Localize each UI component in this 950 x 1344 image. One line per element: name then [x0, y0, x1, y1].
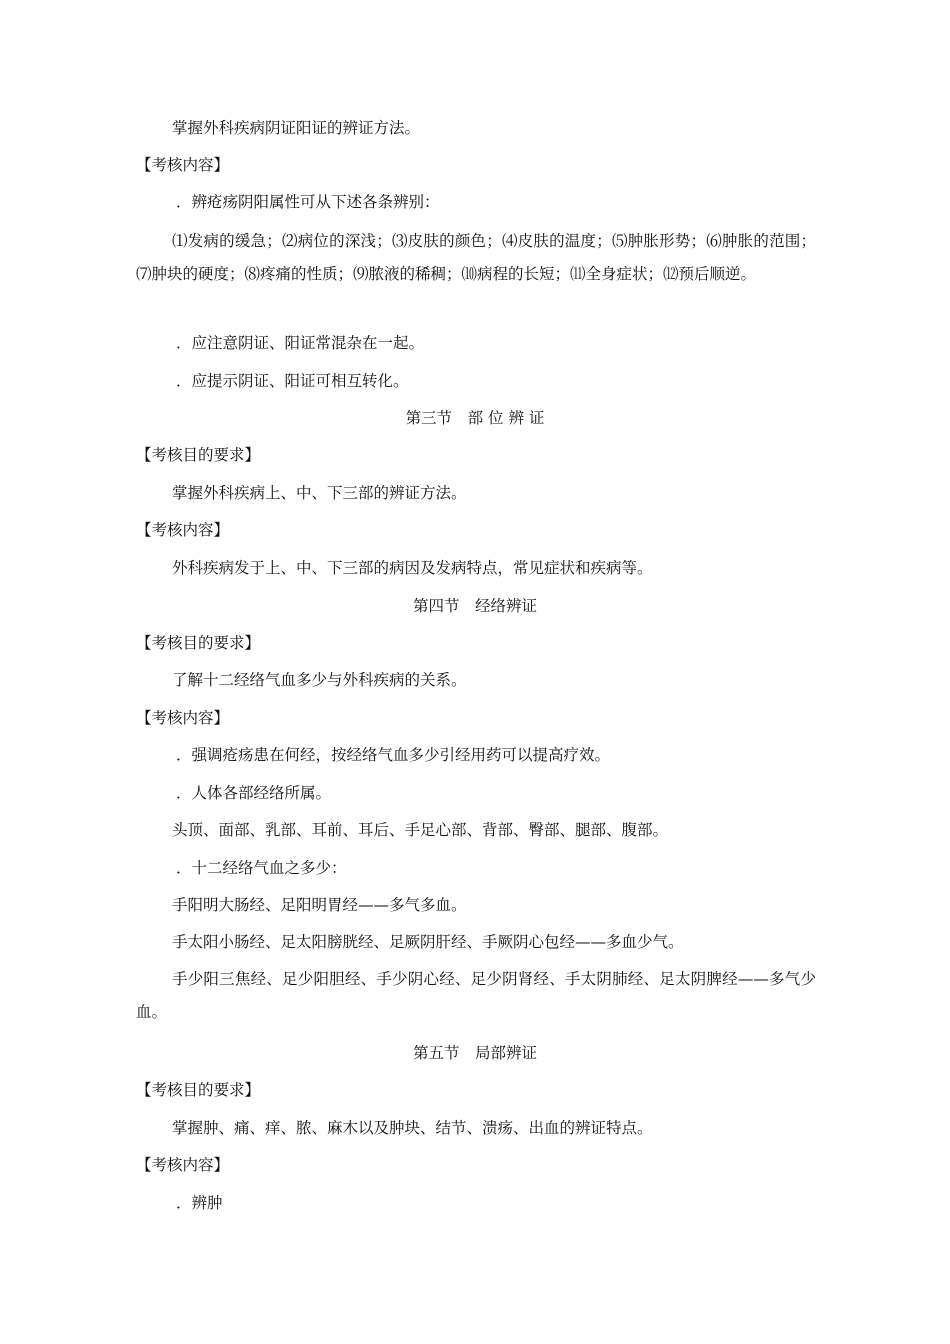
- section-label: 【考核目的要求】: [136, 634, 261, 652]
- section-label: 【考核目的要求】: [136, 1081, 261, 1099]
- section-heading: 第五节 局部辨证: [412, 1044, 537, 1062]
- paragraph: 掌握外科疾病上、中、下三部的辨证方法。: [172, 484, 467, 502]
- section-heading: 第四节 经络辨证: [412, 597, 537, 615]
- section-label: 【考核内容】: [136, 521, 230, 539]
- list-item: ．应提示阴证、阳证可相互转化。: [176, 372, 409, 390]
- paragraph: 手阳明大肠经、足阳明胃经——多气多血。: [172, 896, 467, 914]
- paragraph: 了解十二经络气血多少与外科疾病的关系。: [172, 671, 467, 689]
- section-heading: 第三节 部 位 辨 证: [405, 409, 545, 427]
- paragraph: 外科疾病发于上、中、下三部的病因及发病特点，常见症状和疾病等。: [172, 559, 653, 577]
- paragraph: 头顶、面部、乳部、耳前、耳后、手足心部、背部、臀部、腿部、腹部。: [172, 821, 669, 839]
- paragraph: ⑴发病的缓急；⑵病位的深浅；⑶皮肤的颜色；⑷皮肤的温度；⑸肿胀形势；⑹肿胀的范围；⑺肿块的硬度；⑻疼痛的性质；⑼脓液的稀稠；⑽病程的长短；⑾全身症状；⑿预后顺逆。: [136, 232, 816, 283]
- paragraph: 掌握外科疾病阴证阳证的辨证方法。: [172, 119, 421, 137]
- list-item: ．辨疮疡阴阳属性可从下述各条辨别：: [176, 193, 440, 211]
- section-label: 【考核内容】: [136, 1156, 230, 1174]
- list-item: ．应注意阴证、阳证常混杂在一起。: [176, 334, 425, 352]
- paragraph: 手太阳小肠经、足太阳膀胱经、足厥阴肝经、手厥阴心包经——多血少气。: [172, 933, 684, 951]
- list-item: ．人体各部经络所属。: [176, 784, 332, 802]
- paragraph: 手少阳三焦经、足少阳胆经、手少阴心经、足少阴肾经、手太阴肺经、足太阴脾经——多气少血。: [136, 970, 816, 1021]
- section-label: 【考核目的要求】: [136, 446, 261, 464]
- paragraph: 掌握肿、痛、痒、脓、麻木以及肿块、结节、溃疡、出血的辨证特点。: [172, 1119, 653, 1137]
- list-item: ．强调疮疡患在何经，按经络气血多少引经用药可以提高疗效。: [176, 746, 611, 764]
- section-label: 【考核内容】: [136, 156, 230, 174]
- section-label: 【考核内容】: [136, 709, 230, 727]
- list-item: ．十二经络气血之多少：: [176, 859, 347, 877]
- list-item: ．辨肿: [176, 1194, 223, 1212]
